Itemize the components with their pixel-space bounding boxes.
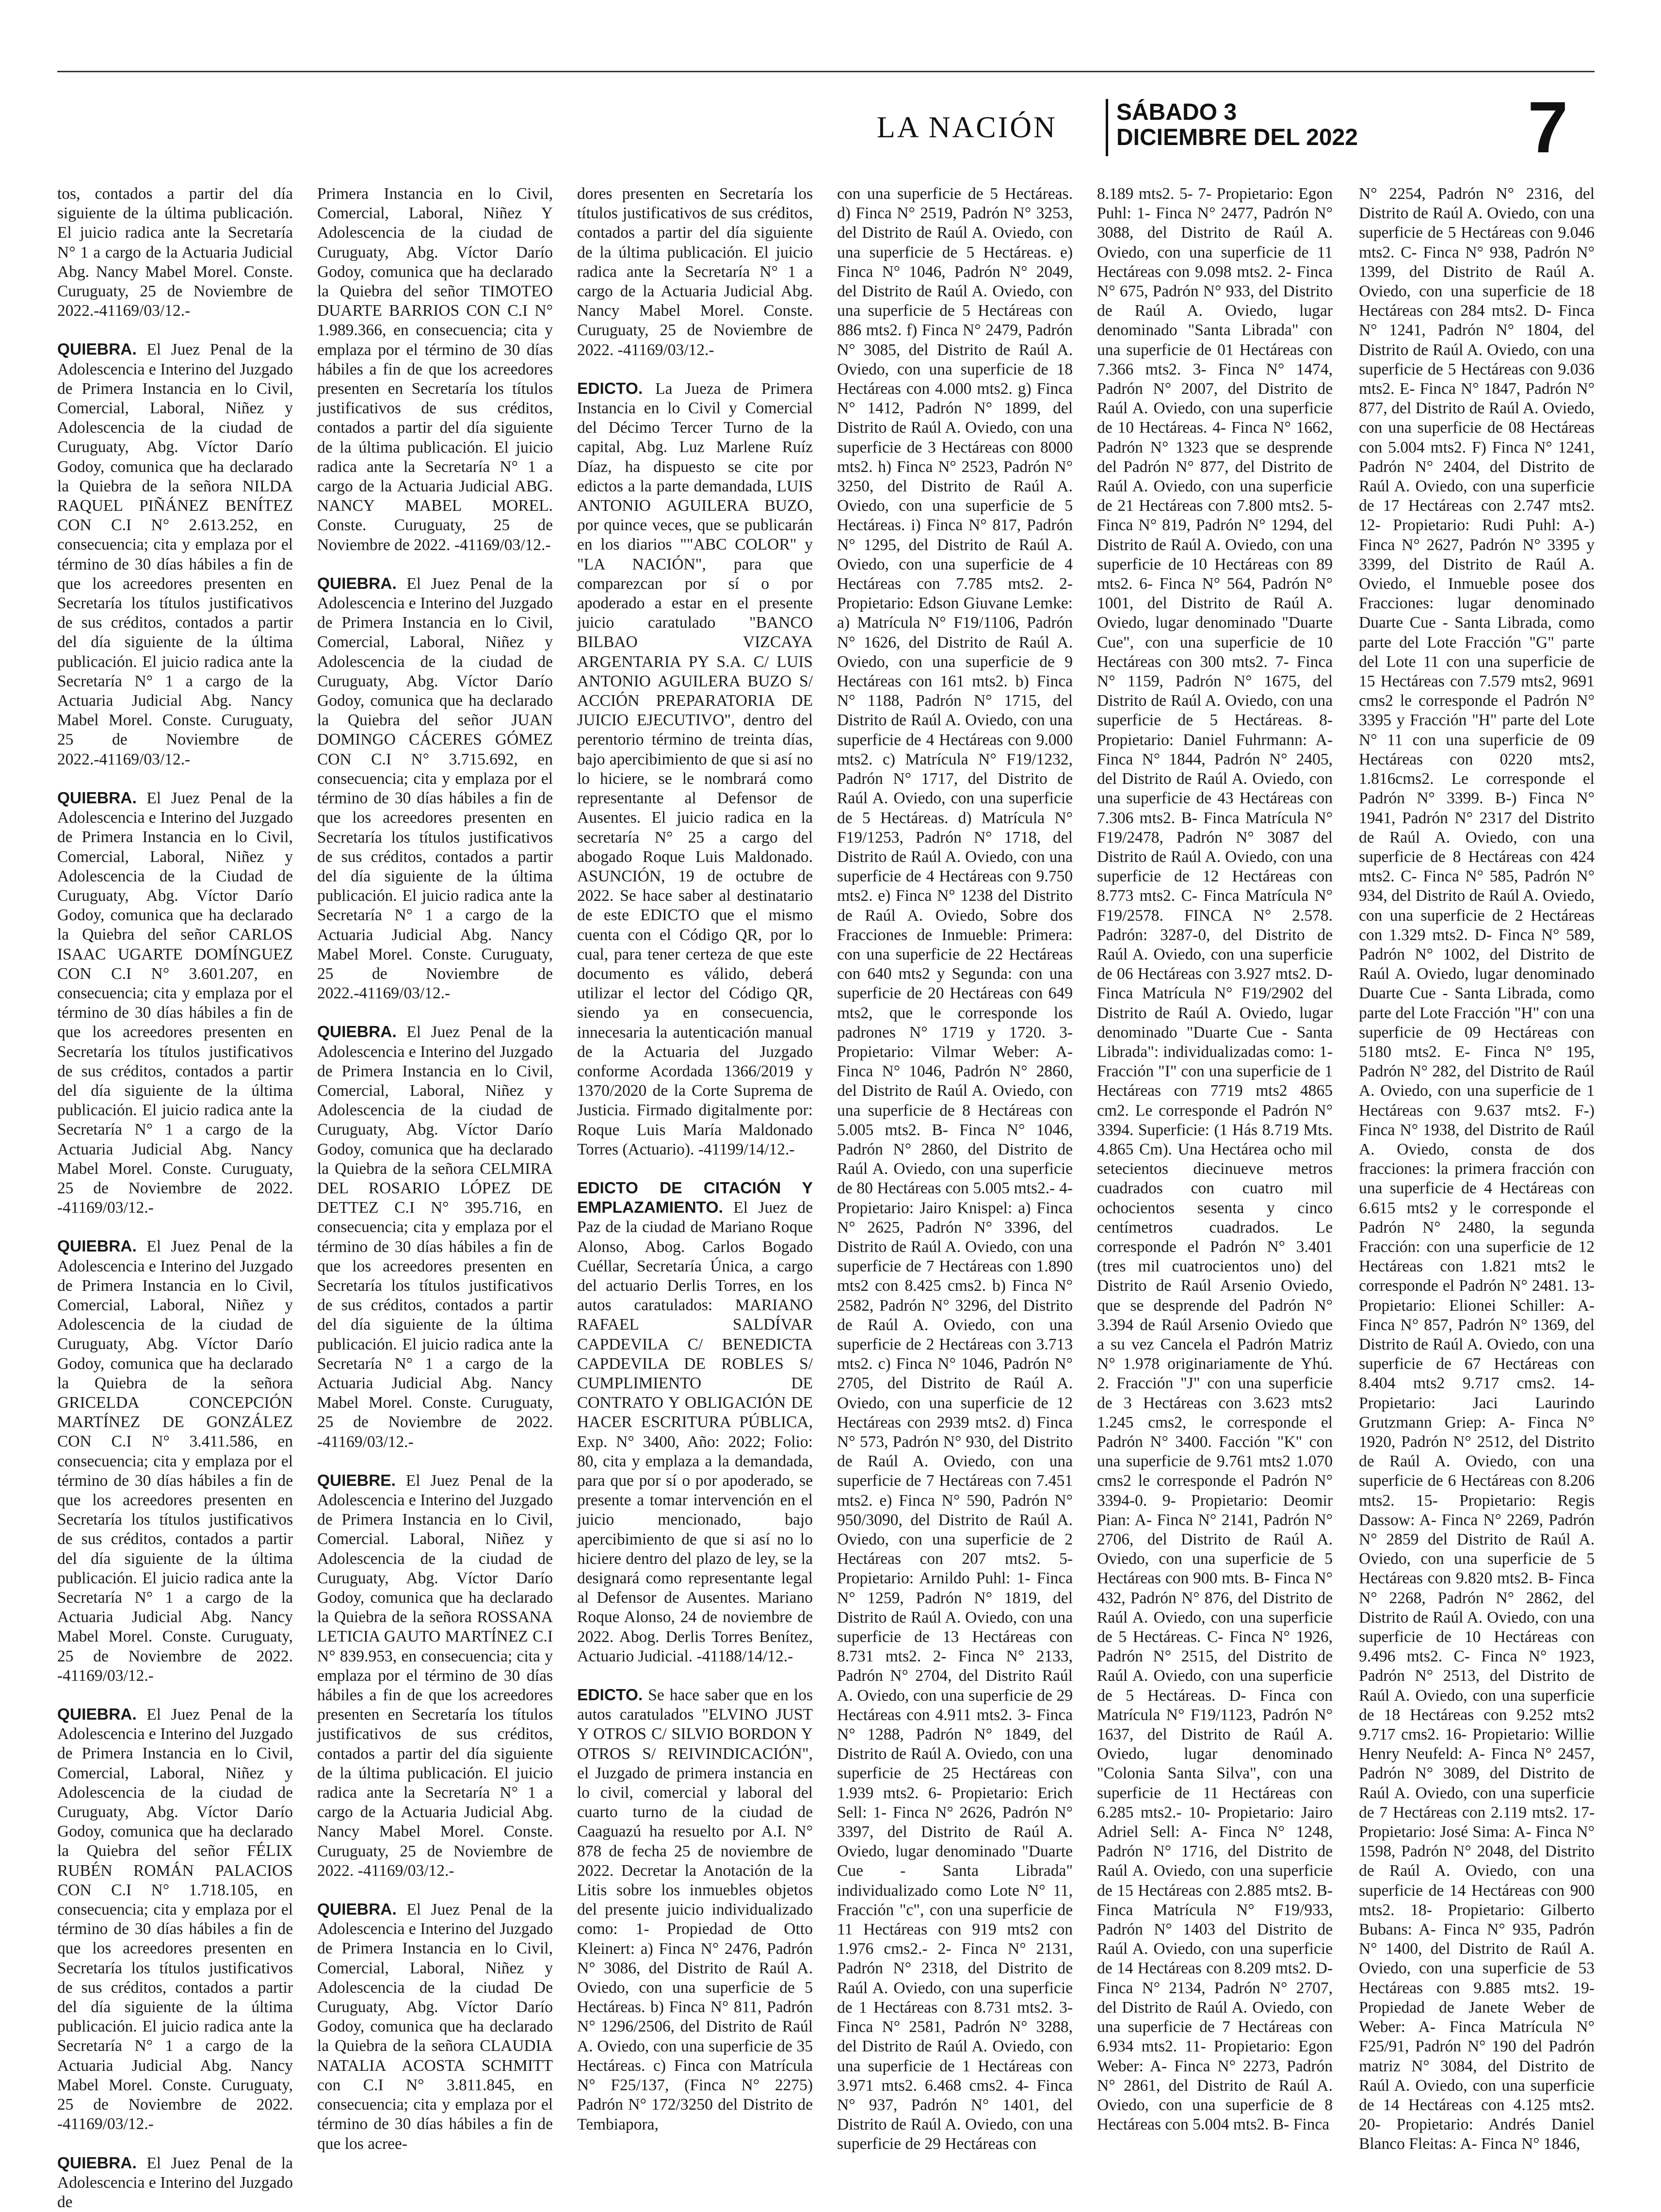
legal-notice xyxy=(57,1705,293,2134)
legal-notice xyxy=(1097,184,1333,2134)
notice-body: El Juez de Paz de la ciudad de Mariano Roque Alonso, Abog. Carlos Bogado Cuéllar, Secretaría Única, a cargo del actuario Derlis Torres, en los autos caratulados: MARIANO RAFAEL SALDÍVAR CAPDEVILA C/ BENEDICTA CAPDEVILA DE ROBLES S/ CUMPLIMIENTO DE CONTRATO Y OBLIGACIÓN DE HACER ESCRITURA PÚBLICA, Exp. N° 3400, Año: 2022; Folio: 80, cita y emplaza a la demandada, para que por sí o por apoderado, se presente a tomar intervención en el juicio mencionado, bajo apercibimiento de que si así no lo hiciere dentro del plazo de ley, se la designará como representante legal al Defensor de Ausentes. Mariano Roque Alonso, 24 de noviembre de 2022. Abog. Derlis Torres Benítez, Actuario Judicial. -41188/14/12.- xyxy=(577,1199,813,1665)
legal-notice xyxy=(317,184,553,555)
notice-body: El Juez Penal de la Adolescencia e Interino del Juzgado de Primera Instancia en lo Civil, Comercial. Laboral, Niñez y Adolescencia de la ciudad de Curuguaty, Abg. Víctor Darío Godoy, comunica que ha declarado la Quiebra de la señora ROSSANA LETICIA GAUTO MARTÍNEZ C.I N° 839.953, en consecuencia; cita y emplaza por el término de 30 días hábiles a fin de que los acreedores presenten en Secretaría los títulos justificativos de sus créditos, contados a partir del día siguiente de la última publicación. El juicio radica ante la Secretaría N° 1 a cargo de la Actuaria Judicial Abg. Nancy Mabel Morel. Conste. Curuguaty, 25 de Noviembre de 2022. -41169/03/12.- xyxy=(317,1472,553,1880)
legal-notice xyxy=(577,1179,813,1666)
page-number: 7 xyxy=(1528,88,1568,166)
masthead-divider xyxy=(1106,99,1108,156)
legal-notice xyxy=(57,2154,293,2212)
legal-notice xyxy=(317,1023,553,1451)
notice-body: El Juez Penal de la Adolescencia e Interino del Juzgado de Primera Instancia en lo Civil, Comercial, Laboral, Niñez y Adolescencia de la ciudad de Curuguaty, Abg. Víctor Darío Godoy, comunica que ha declarado la Quiebra del señor FÉLIX RUBÉN ROMÁN PALACIOS CON C.I N° 1.718.105, en consecuencia; cita y emplaza por el término de 30 días hábiles a fin de que los acreedores presenten en Secretaría los títulos justificativos de sus créditos, contados a partir del día siguiente de la última publicación. El juicio radica ante la Secretaría N° 1 a cargo de la Actuaria Judicial Abg. Nancy Mabel Morel. Conste. Curuguaty, 25 de Noviembre de 2022. -41169/03/12.- xyxy=(57,1706,293,2133)
notice-body: El Juez Penal de la Adolescencia e Interino del Juzgado de Primera Instancia en lo Civil, Comercial, Laboral, Niñez y Adolescencia de la ciudad De Curuguaty, Abg. Víctor Darío Godoy, comunica que ha declarado la Quiebra de la señora CLAUDIA NATALIA ACOSTA SCHMITT con C.I N° 3.811.845, en consecuencia; cita y emplaza por el término de 30 días hábiles a fin de que los acree- xyxy=(317,1901,553,2152)
issue-day: SÁBADO 3 xyxy=(1116,100,1358,125)
column-2 xyxy=(317,184,553,2105)
column-4 xyxy=(837,184,1073,2105)
classifieds-columns xyxy=(57,184,1595,2105)
column-1 xyxy=(57,184,293,2105)
notice-heading: QUIEBRA. xyxy=(317,575,397,593)
notice-body: La Jueza de Primera Instancia en lo Civil y Comercial del Décimo Tercer Turno de la capital, Abg. Luz Marlene Ruíz Díaz, ha dispuesto se cite por edictos a la parte demandada, LUIS ANTONIO AGUILERA BUZO, por quince veces, que se publicarán en los diarios ""ABC COLOR" y "LA NACIÓN", para que comparezcan por sí o por apoderado a estar en el presente juicio caratulado "BANCO BILBAO VIZCAYA ARGENTARIA PY S.A. C/ LUIS ANTONIO AGUILERA BUZO S/ ACCIÓN PREPARATORIA DE JUICIO EJECUTIVO", dentro del perentorio término de treinta días, bajo apercibimiento de que si así no lo hiciere, se le nombrará como representante al Defensor de Ausentes. El juicio radica en la secretaría N° 25 a cargo del abogado Roque Luis Maldonado. ASUNCIÓN, 19 de octubre de 2022. Se hace saber al destinatario de este EDICTO que el mismo cuenta con el Código QR, por lo cual, para tener certeza de que este documento es válido, deberá utilizar el lector del Código QR, siendo ya en consecuencia, innecesaria la autenticación manual de la Actuaria del Juzgado conforme Acordada 1366/2019 y 1370/2020 de la Corte Suprema de Justicia. Firmado digitalmente por: Roque Luis María Maldonado Torres (Actuario). -41199/14/12.- xyxy=(577,380,813,1158)
notice-heading: QUIEBRE. xyxy=(317,1472,396,1490)
notice-body: El Juez Penal de la Adolescencia e Interino del Juzgado de Primera Instancia en lo Civil, Comercial, Laboral, Niñez y Adolescencia de la ciudad de Curuguaty, Abg. Víctor Darío Godoy, comunica que ha declarado la Quiebra de la señora GRICELDA CONCEPCIÓN MARTÍNEZ DE GONZÁLEZ CON C.I N° 3.411.586, en consecuencia; cita y emplaza por el término de 30 días hábiles a fin de que los acreedores presenten en Secretaría los títulos justificativos de sus créditos, contados a partir del día siguiente de la última publicación. El juicio radica ante la Secretaría N° 1 a cargo de la Actuaria Judicial Abg. Nancy Mabel Morel. Conste. Curuguaty, 25 de Noviembre de 2022. -41169/03/12.- xyxy=(57,1237,293,1684)
notice-heading: QUIEBRA. xyxy=(57,341,137,358)
legal-notice xyxy=(57,789,293,1218)
issue-month-year: DICIEMBRE DEL 2022 xyxy=(1116,125,1358,150)
legal-notice xyxy=(577,1686,813,2134)
notice-heading: QUIEBRA. xyxy=(57,1706,137,1724)
legal-notice xyxy=(1359,184,1595,2154)
notice-body: tos, contados a partir del día siguiente de la última publicación. El juicio radica ante la Secretaría N° 1 a cargo de la Actuaria Judicial Abg. Nancy Mabel Morel. Conste. Curuguaty, 25 de Noviembre de 2022.-41169/03/12.- xyxy=(57,185,293,320)
notice-heading: EDICTO. xyxy=(577,380,643,398)
notice-body: N° 2254, Padrón N° 2316, del Distrito de Raúl A. Oviedo, con una superficie de 5 Hectáreas con 9.046 mts2. C- Finca N° 938, Padrón N° 1399, del Distrito de Raúl A. Oviedo, con una superficie de 18 Hectáreas con 284 mts2. D- Finca N° 1241, Padrón N° 1804, del Distrito de Raúl A. Oviedo, con una superficie de 5 Hectáreas con 9.036 mts2. E- Finca N° 1847, Padrón N° 877, del Distrito de Raúl A. Oviedo, con una superficie de 08 Hectáreas con 5.004 mts2. F) Finca N° 1241, Padrón N° 2404, del Distrito de Raúl A. Oviedo, con una superficie de 17 Hectáreas con 2.747 mts2. 12- Propietario: Rudi Puhl: A-) Finca N° 2627, Padrón N° 3395 y 3399, del Distrito de Raúl A. Oviedo, el Inmueble posee dos Fracciones: lugar denominado Duarte Cue - Santa Librada, como parte del Lote Fracción "G" parte del Lote 11 con una superficie de 15 Hectáreas con 7.579 mts2, 9691 cms2 le corresponde el Padrón N° 3395 y Fracción "H" parte del Lote N° 11 con una superficie de 09 Hectáreas con 0220 mts2, 1.816cms2. Le corresponde el Padrón N° 3399. B-) Finca N° 1941, Padrón N° 2317 del Distrito de Raúl A. Oviedo, con una superficie de 8 Hectáreas con 424 mts2. C- Finca N° 585, Padrón N° 934, del Distrito de Raúl A. Oviedo, con una superficie de 2 Hectáreas con 1.329 mts2. D- Finca N° 589, Padrón N° 1002, del Distrito de Raúl A. Oviedo, lugar denominado Duarte Cue - Santa Librada, como parte del Lote Fracción "H" con una superficie de 09 Hectáreas con 5180 mts2. E- Finca N° 195, Padrón N° 282, del Distrito de Raúl A. Oviedo, con una superficie de 1 Hectáreas con 9.637 mts2. F-) Finca N° 1938, del Distrito de Raúl A. Oviedo, consta de dos fracciones: la primera fracción con una superficie de 4 Hectáreas con 6.615 mts2 y le corresponde el Padrón N° 2480, la segunda Fracción: con una superficie de 12 Hectáreas con 1.821 mts2 le corresponde el Padrón N° 2481. 13- Propietario: Elionei Schiller: A- Finca N° 857, Padrón N° 1369, del Distrito de Raúl A. Oviedo, con una superficie de 67 Hectáreas con 8.404 mts2 9.717 cms2. 14- Propietario: Jaci Laurindo Grutzmann Griep: A- Finca N° 1920, Padrón N° 2512, del Distrito de Raúl A. Oviedo, con una superficie de 6 Hectáreas con 8.206 mts2. 15- Propietario: Regis Dassow: A- Finca N° 2269, Padrón N° 2859 del Distrito de Raúl A. Oviedo, con una superficie de 5 Hectáreas con 9.820 mts2. B- Finca N° 2268, Padrón N° 2862, del Distrito de Raúl A. Oviedo, con una superficie de 10 Hectáreas con 9.496 mts2. C- Finca N° 1923, Padrón N° 2513, del Distrito de Raúl A. Oviedo, con una superficie de 18 Hectáreas con 9.252 mts2 9.717 cms2. 16- Propietario: Willie Henry Neufeld: A- Finca N° 2457, Padrón N° 3089, del Distrito de Raúl A. Oviedo, con una superficie de 7 Hectáreas con 2.119 mts2. 17- Propietario: José Sima: A- Finca N° 1598, Padrón N° 2048, del Distrito de Raúl A. Oviedo, con una superficie de 14 Hectáreas con 900 mts2. 18- Propietario: Gilberto Bubans: A- Finca N° 935, Padrón N° 1400, del Distrito de Raúl A. Oviedo, con una superficie de 53 Hectáreas con 9.885 mts2. 19- Propiedad de Janete Weber de Weber: A- Finca Matrícula N° F25/91, Padrón N° 190 del Padrón matriz N° 3084, del Distrito de Raúl A. Oviedo, con una superficie de 14 Hectáreas con 4.125 mts2. 20- Propietario: Andrés Daniel Blanco Fleitas: A- Finca N° 1846, xyxy=(1359,185,1595,2153)
masthead xyxy=(0,92,1661,165)
notice-body: El Juez Penal de la Adolescencia e Interino del Juzgado de Primera Instancia en lo Civil, Comercial, Laboral, Niñez y Adolescencia de la ciudad de Curuguaty, Abg. Víctor Darío Godoy, comunica que ha declarado la Quiebra del señor JUAN DOMINGO CÁCERES GÓMEZ CON C.I N° 3.715.692, en consecuencia; cita y emplaza por el término de 30 días hábiles a fin de que los acreedores presenten en Secretaría los títulos justificativos de sus créditos, contados a partir del día siguiente de la última publicación. El juicio radica ante la Secretaría N° 1 a cargo de la Actuaria Judicial Abg. Nancy Mabel Morel. Conste. Curuguaty, 25 de Noviembre de 2022.-41169/03/12.- xyxy=(317,575,553,1002)
notice-body: 8.189 mts2. 5- 7- Propietario: Egon Puhl: 1- Finca N° 2477, Padrón N° 3088, del Distrito de Raúl A. Oviedo, con una superficie de 11 Hectáreas con 9.098 mts2. 2- Finca N° 675, Padrón N° 933, del Distrito de Raúl A. Oviedo, lugar denominado "Santa Librada" con una superficie de 01 Hectáreas con 7.366 mts2. 3- Finca N° 1474, Padrón N° 2007, del Distrito de Raúl A. Oviedo, con una superficie de 10 Hectáreas. 4- Finca N° 1662, Padrón N° 1323 que se desprende del Padrón N° 877, del Distrito de Raúl A. Oviedo, con una superficie de 21 Hectáreas con 7.800 mts2. 5- Finca N° 819, Padrón N° 1294, del Distrito de Raúl A. Oviedo, con una superficie de 10 Hectáreas con 89 mts2. 6- Finca N° 564, Padrón N° 1001, del Distrito de Raúl A. Oviedo, lugar denominado "Duarte Cue", con una superficie de 10 Hectáreas con 300 mts2. 7- Finca N° 1159, Padrón N° 1675, del Distrito de Raúl A. Oviedo, con una superficie de 5 Hectáreas. 8- Propietario: Daniel Fuhrmann: A- Finca N° 1844, Padrón N° 2405, del Distrito de Raúl A. Oviedo, con una superficie de 43 Hectáreas con 7.306 mts2. B- Finca Matrícula N° F19/2478, Padrón N° 3087 del Distrito de Raúl A. Oviedo, con una superficie de 12 Hectáreas con 8.773 mts2. C- Finca Matrícula N° F19/2578. FINCA N° 2.578. Padrón: 3287-0, del Distrito de Raúl A. Oviedo, con una superficie de 06 Hectáreas con 3.927 mts2. D- Finca Matrícula N° F19/2902 del Distrito de Raúl A. Oviedo, lugar denominado "Duarte Cue - Santa Librada": individualizadas como: 1- Fracción "I" con una superficie de 1 Hectáreas con 7719 mts2 4865 cm2. Le corresponde el Padrón N° 3394. Superficie: (1 Hás 8.719 Mts. 4.865 Cm). Una Hectárea ocho mil setecientos diecinueve metros cuadrados con cuatro mil ochocientos sesenta y cinco centímetros cuadrados. Le corresponde el Padrón N° 3.401 (tres mil cuatrocientos uno) del Distrito de Raúl Arsenio Oviedo, que se desprende del Padrón N° 3.394 de Raúl Arsenio Oviedo que a su vez Cancela el Padrón Matriz N° 1.978 originariamente de Yhú. 2. Fracción "J" con una superficie de 3 Hectáreas con 3.623 mts2 1.245 cms2, le corresponde el Padrón N° 3400. Facción "K" con una superficie de 9.761 mts2 1.070 cms2 le corresponde el Padrón N° 3394-0. 9- Propietario: Deomir Pian: A- Finca N° 2141, Padrón N° 2706, del Distrito de Raúl A. Oviedo, con una superficie de 5 Hectáreas con 900 mts. B- Finca N° 432, Padrón N° 876, del Distrito de Raúl A. Oviedo, con una superficie de 5 Hectáreas. C- Finca N° 1926, Padrón N° 2515, del Distrito de Raúl A. Oviedo, con una superficie de 5 Hectáreas. D- Finca con Matrícula N° F19/1123, Padrón N° 1637, del Distrito de Raúl A. Oviedo, lugar denominado "Colonia Santa Silva", con una superficie de 11 Hectáreas con 6.285 mts2.- 10- Propietario: Jairo Adriel Sell: A- Finca N° 1248, Padrón N° 1716, del Distrito de Raúl A. Oviedo, con una superficie de 15 Hectáreas con 2.885 mts2. B- Finca Matrícula N° F19/933, Padrón N° 1403 del Distrito de Raúl A. Oviedo, con una superficie de 14 Hectáreas con 8.209 mts2. D- Finca N° 2134, Padrón N° 2707, del Distrito de Raúl A. Oviedo, con una superficie de 7 Hectáreas con 6.934 mts2. 11- Propietario: Egon Weber: A- Finca N° 2273, Padrón N° 2861, del Distrito de Raúl A. Oviedo, con una superficie de 8 Hectáreas con 5.004 mts2. B- Finca xyxy=(1097,185,1333,2133)
top-rule xyxy=(57,71,1595,72)
notice-body: El Juez Penal de la Adolescencia e Interino del Juzgado de Primera Instancia en lo Civil, Comercial, Laboral, Niñez y Adolescencia de la ciudad de Curuguaty, Abg. Víctor Darío Godoy, comunica que ha declarado la Quiebra de la señora NILDA RAQUEL PIÑÁNEZ BENÍTEZ CON C.I N° 2.613.252, en consecuencia; cita y emplaza por el término de 30 días hábiles a fin de que los acreedores presenten en Secretaría los títulos justificativos de sus créditos, contados a partir del día siguiente de la última publicación. El juicio radica ante la Secretaría N° 1 a cargo de la Actuaria Judicial Abg. Nancy Mabel Morel. Conste. Curuguaty, 25 de Noviembre de 2022.-41169/03/12.- xyxy=(57,341,293,768)
notice-body: con una superficie de 5 Hectáreas. d) Finca N° 2519, Padrón N° 3253, del Distrito de Raúl A. Oviedo, con una superficie de 5 Hectáreas. e) Finca N° 1046, Padrón N° 2049, del Distrito de Raúl A. Oviedo, con una superficie de 5 Hectáreas con 886 mts2. f) Finca N° 2479, Padrón N° 3085, del Distrito de Raúl A. Oviedo, con una superficie de 18 Hectáreas con 4.000 mts2. g) Finca N° 1412, Padrón N° 1899, del Distrito de Raúl A. Oviedo, con una superficie de 3 Hectáreas con 8000 mts2. h) Finca N° 2523, Padrón N° 3250, del Distrito de Raúl A. Oviedo, con una superficie de 5 Hectáreas. i) Finca N° 817, Padrón N° 1295, del Distrito de Raúl A. Oviedo, con una superficie de 4 Hectáreas con 7.785 mts2. 2- Propietario: Edson Giuvane Lemke: a) Matrícula N° F19/1106, Padrón N° 1626, del Distrito de Raúl A. Oviedo, con una superficie de 9 Hectáreas con 161 mts2. b) Finca N° 1188, Padrón N° 1715, del Distrito de Raúl A. Oviedo, con una superficie de 4 Hectáreas con 9.000 mts2. c) Matrícula N° F19/1232, Padrón N° 1717, del Distrito de Raúl A. Oviedo, con una superficie de 5 Hectáreas. d) Matrícula N° F19/1253, Padrón N° 1718, del Distrito de Raúl A. Oviedo, con una superficie de 4 Hectáreas con 9.750 mts2. e) Finca N° 1238 del Distrito de Raúl A. Oviedo, Sobre dos Fracciones de Inmueble: Primera: con una superficie de 22 Hectáreas con 640 mts2 y Segunda: con una superficie de 20 Hectáreas con 649 mts2, que le corresponde los padrones N° 1719 y 1720. 3- Propietario: Vilmar Weber: A- Finca N° 1046, Padrón N° 2860, del Distrito de Raúl A. Oviedo, con una superficie de 8 Hectáreas con 5.005 mts2. B- Finca N° 1046, Padrón N° 2860, del Distrito de Raúl A. Oviedo, con una superficie de 80 Hectáreas con 5.005 mts2.- 4- Propietario: Jairo Knispel: a) Finca N° 2625, Padrón N° 3396, del Distrito de Raúl A. Oviedo, con una superficie de 7 Hectáreas con 1.890 mts2 con 8.425 cms2. b) Finca N° 2582, Padrón N° 3296, del Distrito de Raúl A. Oviedo, con una superficie de 2 Hectáreas con 3.713 mts2. c) Finca N° 1046, Padrón N° 2705, del Distrito de Raúl A. Oviedo, con una superficie de 12 Hectáreas con 2939 mts2. d) Finca N° 573, Padrón N° 930, del Distrito de Raúl A. Oviedo, con una superficie de 7 Hectáreas con 7.451 mts2. e) Finca N° 590, Padrón N° 950/3090, del Distrito de Raúl A. Oviedo, con una superficie de 2 Hectáreas con 207 mts2. 5- Propietario: Arnildo Puhl: 1- Finca N° 1259, Padrón N° 1819, del Distrito de Raúl A. Oviedo, con una superficie de 13 Hectáreas con 8.731 mts2. 2- Finca N° 2133, Padrón N° 2704, del Distrito Raúl A. Oviedo, con una superficie de 29 Hectáreas con 4.911 mts2. 3- Finca N° 1288, Padrón N° 1849, del Distrito de Raúl A. Oviedo, con una superficie de 25 Hectáreas con 1.939 mts2. 6- Propietario: Erich Sell: 1- Finca N° 2626, Padrón N° 3397, del Distrito de Raúl A. Oviedo, lugar denominado "Duarte Cue - Santa Librada" individualizado como Lote N° 11, Fracción "c", con una superficie de 11 Hectáreas con 919 mts2 con 1.976 cms2.- 2- Finca N° 2131, Padrón N° 2318, del Distrito de Raúl A. Oviedo, con una superficie de 1 Hectáreas con 8.731 mts2. 3- Finca N° 2581, Padrón N° 3288, del Distrito de Raúl A. Oviedo, con una superficie de 1 Hectáreas con 3.971 mts2. 6.468 cms2. 4- Finca N° 937, Padrón N° 1401, del Distrito de Raúl A. Oviedo, con una superficie de 29 Hectáreas con xyxy=(837,185,1073,2153)
notice-heading: QUIEBRA. xyxy=(317,1901,397,1919)
notice-heading: EDICTO. xyxy=(577,1686,643,1704)
legal-notice xyxy=(577,184,813,360)
column-3 xyxy=(577,184,813,2105)
notice-body: dores presenten en Secretaría los títulos justificativos de sus créditos, contados a partir del día siguiente de la última publicación. El juicio radica ante la Secretaría N° 1 a cargo de la Actuaria Judicial Abg. Nancy Mabel Morel. Conste. Curuguaty, 25 de Noviembre de 2022. -41169/03/12.- xyxy=(577,185,813,359)
notice-heading: QUIEBRA. xyxy=(317,1023,397,1041)
legal-notice xyxy=(57,1237,293,1686)
newspaper-logo: LA NACIÓN xyxy=(877,111,1057,145)
legal-notice xyxy=(57,340,293,769)
legal-notice xyxy=(317,1471,553,1881)
legal-notice xyxy=(317,1900,553,2154)
legal-notice xyxy=(837,184,1073,2154)
column-6 xyxy=(1359,184,1595,2105)
notice-body: Primera Instancia en lo Civil, Comercial, Laboral, Niñez Y Adolescencia de la ciudad de Curuguaty, Abg. Víctor Darío Godoy, comunica que ha declarado la Quiebra del señor TIMOTEO DUARTE BARRIOS CON C.I N° 1.989.366, en consecuencia; cita y emplaza por el término de 30 días hábiles a fin de que los acreedores presenten en Secretaría los títulos justificativos de sus créditos, contados a partir del día siguiente de la última publicación. El juicio radica ante la Secretaría N° 1 a cargo de la Actuaria Judicial ABG. NANCY MABEL MOREL. Conste. Curuguaty, 25 de Noviembre de 2022. -41169/03/12.- xyxy=(317,185,553,554)
notice-heading: EDICTO DE CITACIÓN Y EMPLAZAMIENTO. xyxy=(577,1179,813,1217)
notice-heading: QUIEBRA. xyxy=(57,789,137,807)
notice-body: El Juez Penal de la Adolescencia e Interino del Juzgado de Primera Instancia en lo Civil, Comercial, Laboral, Niñez y Adolescencia de la Ciudad de Curuguaty, Abg. Víctor Darío Godoy, comunica que ha declarado la Quiebra del señor CARLOS ISAAC UGARTE DOMÍNGUEZ CON C.I N° 3.601.207, en consecuencia; cita y emplaza por el término de 30 días hábiles a fin de que los acreedores presenten en Secretaría los títulos justificativos de sus créditos, contados a partir del día siguiente de la última publicación. El juicio radica ante la Secretaría N° 1 a cargo de la Actuaria Judicial Abg. Nancy Mabel Morel. Conste. Curuguaty, 25 de Noviembre de 2022. -41169/03/12.- xyxy=(57,789,293,1217)
notice-body: El Juez Penal de la Adolescencia e Interino del Juzgado de Primera Instancia en lo Civil, Comercial, Laboral, Niñez y Adolescencia de la ciudad de Curuguaty, Abg. Víctor Darío Godoy, comunica que ha declarado la Quiebra de la señora CELMIRA DEL ROSARIO LÓPEZ DE DETTEZ C.I N° 395.716, en consecuencia; cita y emplaza por el término de 30 días hábiles a fin de que los acreedores presenten en Secretaría los títulos justificativos de sus créditos, contados a partir del día siguiente de la última publicación. El juicio radica ante la Secretaría N° 1 a cargo de la Actuaria Judicial Abg. Nancy Mabel Morel. Conste. Curuguaty, 25 de Noviembre de 2022. -41169/03/12.- xyxy=(317,1023,553,1450)
legal-notice xyxy=(57,184,293,321)
notice-heading: QUIEBRA. xyxy=(57,1237,137,1255)
legal-notice xyxy=(577,379,813,1159)
issue-date xyxy=(1116,100,1358,150)
column-5 xyxy=(1097,184,1333,2105)
notice-body: El Juez Penal de la Adolescencia e Interino del Juzgado de xyxy=(57,2154,293,2211)
notice-body: Se hace saber que en los autos caratulados "ELVINO JUST Y OTROS C/ SILVIO BORDON Y OTROS S/ REIVINDICACIÓN", el Juzgado de primera instancia en lo civil, comercial y laboral del cuarto turno de la ciudad de Caaguazú ha resuelto por A.I. N° 878 de fecha 25 de noviembre de 2022. Decretar la Anotación de la Litis sobre los inmuebles objetos del presente juicio individualizado como: 1- Propiedad de Otto Kleinert: a) Finca N° 2476, Padrón N° 3086, del Distrito de Raúl A. Oviedo, con una superficie de 5 Hectáreas. b) Finca N° 811, Padrón N° 1296/2506, del Distrito de Raúl A. Oviedo, con una superficie de 35 Hectáreas. c) Finca con Matrícula N° F25/137, (Finca N° 2275) Padrón N° 172/3250 del Distrito de Tembiapora, xyxy=(577,1686,813,2133)
legal-notice xyxy=(317,574,553,1003)
notice-heading: QUIEBRA. xyxy=(57,2154,137,2172)
